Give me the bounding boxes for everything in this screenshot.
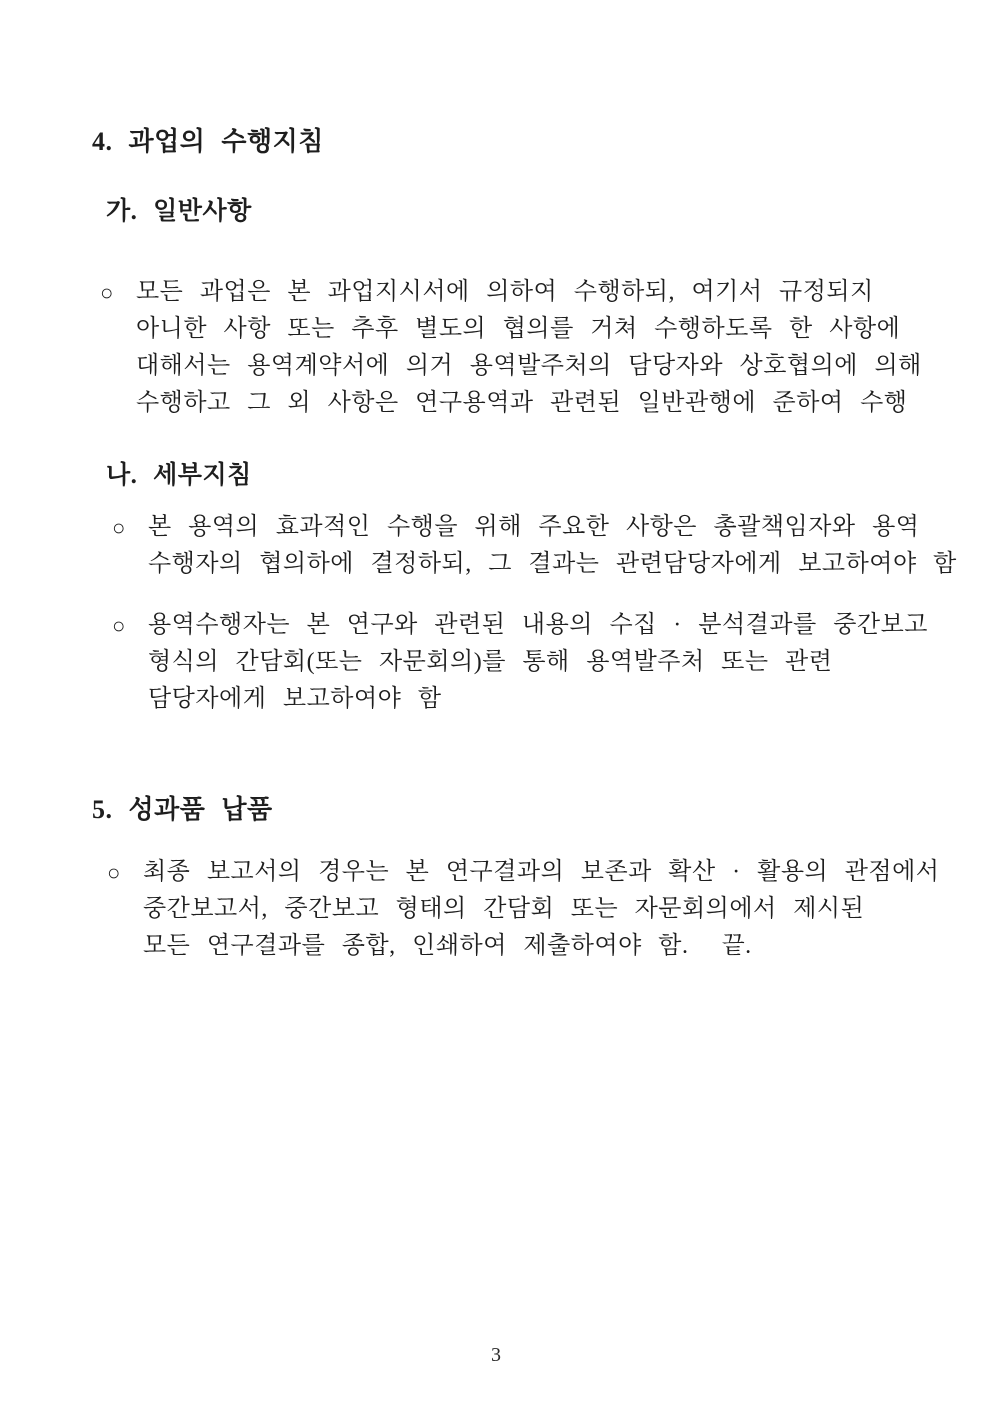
text-line: 대해서는 용역계약서에 의거 용역발주처의 담당자와 상호협의에 의해 [136, 353, 922, 379]
bullet-text [148, 607, 928, 718]
page-number: 3 [491, 1344, 501, 1366]
bullet-text [136, 274, 922, 422]
bullet-text [148, 509, 957, 583]
text-line: 아니한 사항 또는 추후 별도의 협의를 거쳐 수행하도록 한 사항에 [136, 316, 901, 342]
text-line: 형식의 간담회(또는 자문회의)를 통해 용역발주처 또는 관련 [148, 649, 833, 675]
circle-bullet-icon: ○ [112, 613, 126, 638]
text-line: 수행자의 협의하에 결정하되, 그 결과는 관련담당자에게 보고하여야 함 [148, 551, 957, 577]
section-5-heading: 5. 성과품 납품 [92, 795, 273, 824]
circle-bullet-icon: ○ [107, 860, 121, 885]
circle-bullet-icon: ○ [100, 280, 114, 305]
text-line: 본 용역의 효과적인 수행을 위해 주요한 사항은 총괄책임자와 용역 [148, 514, 920, 540]
bullet-item-general-1 [100, 274, 922, 422]
text-line: 담당자에게 보고하여야 함 [148, 686, 442, 712]
bullet-item-detail-2 [112, 607, 928, 718]
text-line: 중간보고서, 중간보고 형태의 간담회 또는 자문회의에서 제시된 [143, 896, 865, 922]
text-line: 수행하고 그 외 사항은 연구용역과 관련된 일반관행에 준하여 수행 [136, 390, 908, 416]
text-line: 모든 과업은 본 과업지시서에 의하여 수행하되, 여기서 규정되지 [136, 279, 874, 305]
text-line: 최종 보고서의 경우는 본 연구결과의 보존과 확산 · 활용의 관점에서 [143, 859, 940, 885]
circle-bullet-icon: ○ [112, 515, 126, 540]
text-line: 모든 연구결과를 종합, 인쇄하여 제출하여야 함. 끝. [143, 933, 752, 959]
bullet-item-detail-1 [112, 509, 957, 583]
subsection-na-heading: 나. 세부지침 [106, 462, 252, 489]
bullet-item-deliverable-1 [107, 854, 939, 965]
section-4-heading: 4. 과업의 수행지침 [92, 127, 324, 156]
text-line: 용역수행자는 본 연구와 관련된 내용의 수집 · 분석결과를 중간보고 [148, 612, 928, 638]
bullet-text [143, 854, 939, 965]
subsection-ga-heading: 가. 일반사항 [106, 198, 252, 225]
